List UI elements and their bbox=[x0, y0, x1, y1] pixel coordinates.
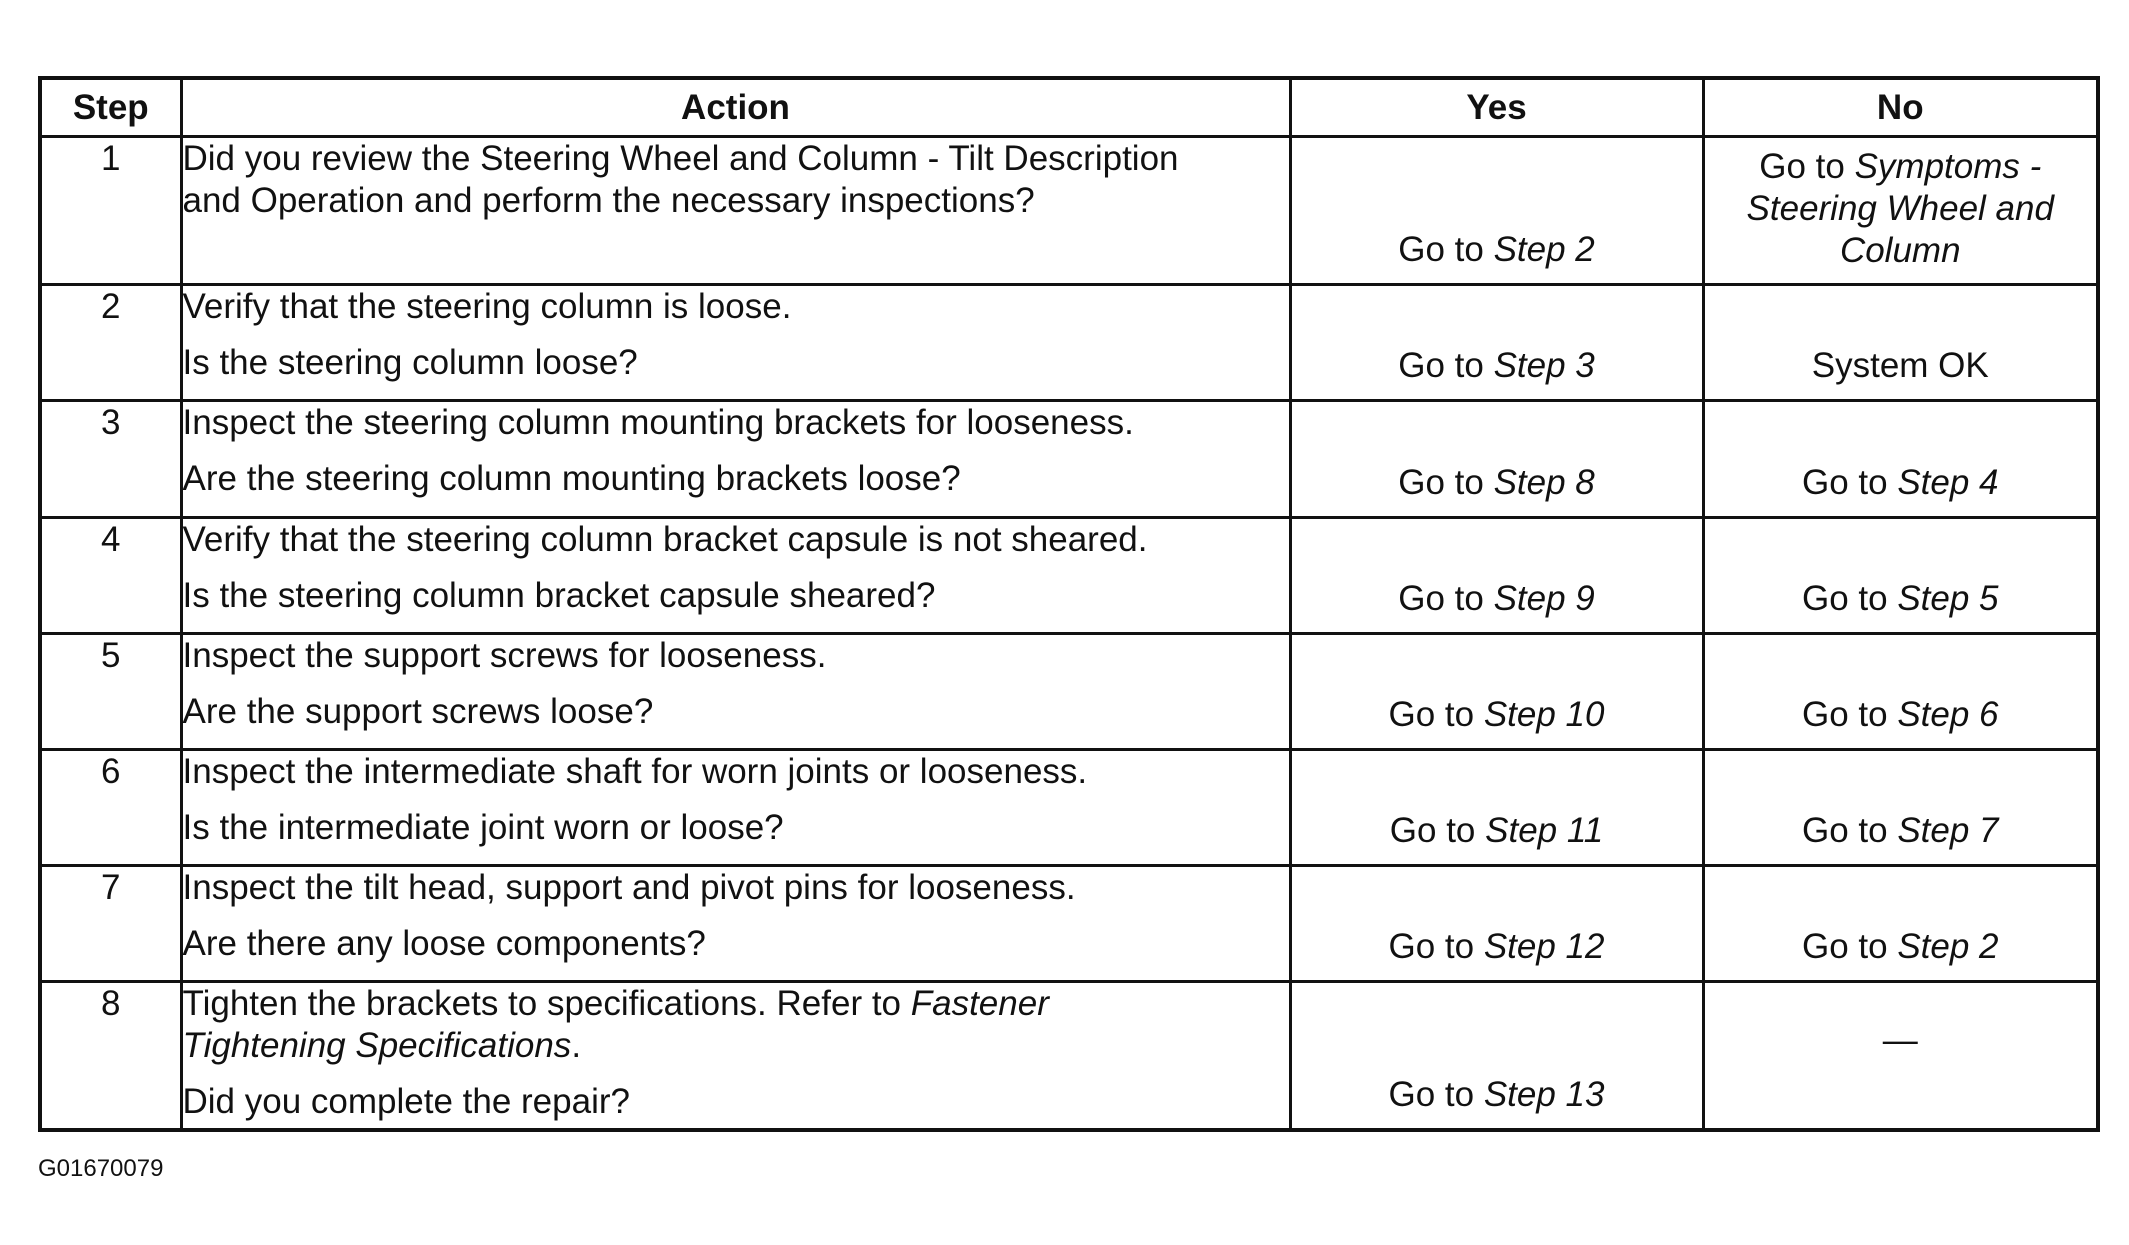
action-text bbox=[183, 1025, 1289, 1067]
action-cell bbox=[181, 401, 1290, 517]
no-ref: Step 4 bbox=[1897, 462, 1999, 502]
action-text: Inspect the steering column mounting brackets for looseness. bbox=[182, 403, 1134, 443]
diagnostic-table bbox=[38, 76, 2100, 1132]
no-cell bbox=[1703, 285, 2098, 401]
table-row bbox=[40, 633, 2098, 749]
yes-link bbox=[1292, 1074, 1702, 1116]
action-text: Verify that the steering column is loose. bbox=[182, 287, 792, 327]
no-text: — bbox=[1882, 1021, 1918, 1061]
question-text: Is the steering column bracket capsule sheared? bbox=[182, 575, 936, 615]
no-link bbox=[1705, 810, 2097, 852]
step-number: 6 bbox=[40, 749, 181, 865]
table-row bbox=[40, 749, 2098, 865]
table-row bbox=[40, 137, 2098, 285]
step-number: 2 bbox=[40, 285, 181, 401]
yes-prefix: Go to bbox=[1398, 462, 1494, 502]
yes-ref: Step 13 bbox=[1483, 1075, 1605, 1114]
no-cell bbox=[1703, 517, 2098, 633]
action-text: Inspect the intermediate shaft for worn joints or looseness. bbox=[182, 751, 1088, 791]
yes-link bbox=[1292, 926, 1702, 968]
table-row bbox=[40, 982, 2098, 1130]
table-row bbox=[40, 866, 2098, 982]
action-suffix: . bbox=[571, 1026, 582, 1066]
action-text: Inspect the tilt head, support and pivot pins for looseness. bbox=[182, 868, 1076, 908]
yes-link bbox=[1292, 810, 1702, 852]
figure-id: G01670079 bbox=[38, 1155, 164, 1182]
question-text: Are the support screws loose? bbox=[182, 691, 654, 731]
action-prefix: Tighten the brackets to specifications. Refer to bbox=[182, 984, 911, 1024]
yes-cell bbox=[1290, 982, 1703, 1130]
no-prefix: Go to bbox=[1759, 147, 1855, 186]
no-cell bbox=[1703, 866, 2098, 982]
yes-ref: Step 3 bbox=[1493, 346, 1595, 386]
step-number: 5 bbox=[40, 633, 181, 749]
header-row bbox=[40, 78, 2098, 137]
yes-cell bbox=[1290, 749, 1703, 865]
no-ref: Step 7 bbox=[1897, 811, 1999, 851]
yes-prefix: Go to bbox=[1389, 811, 1486, 851]
action-cell bbox=[181, 517, 1290, 633]
action-text bbox=[183, 983, 1289, 1025]
header-no: No bbox=[1703, 78, 2098, 137]
yes-ref: Step 10 bbox=[1483, 694, 1605, 734]
action-cell bbox=[181, 285, 1290, 401]
no-link bbox=[1705, 694, 2097, 736]
question-text: Are there any loose components? bbox=[182, 924, 706, 964]
question-text: Is the intermediate joint worn or loose? bbox=[182, 807, 784, 847]
no-ref: Step 6 bbox=[1897, 694, 1999, 734]
table-row bbox=[40, 517, 2098, 633]
no-ref: Step 2 bbox=[1897, 927, 1999, 967]
no-ref: Step 5 bbox=[1897, 578, 1999, 618]
no-cell bbox=[1703, 749, 2098, 865]
action-text: and Operation and perform the necessary inspections? bbox=[182, 181, 1035, 220]
yes-link bbox=[1292, 345, 1702, 387]
no-prefix: Go to bbox=[1801, 694, 1898, 734]
no-prefix: Go to bbox=[1801, 811, 1898, 851]
action-cell bbox=[181, 633, 1290, 749]
yes-link bbox=[1292, 694, 1702, 736]
header-action: Action bbox=[181, 78, 1290, 137]
no-prefix: Go to bbox=[1801, 462, 1898, 502]
header-yes: Yes bbox=[1290, 78, 1703, 137]
question-text: Did you complete the repair? bbox=[182, 1082, 630, 1122]
yes-ref: Step 8 bbox=[1493, 462, 1595, 502]
action-text: Verify that the steering column bracket capsule is not sheared. bbox=[182, 519, 1148, 559]
yes-cell bbox=[1290, 285, 1703, 401]
no-cell bbox=[1703, 137, 2098, 285]
no-cell bbox=[1703, 633, 2098, 749]
yes-prefix: Go to bbox=[1388, 694, 1484, 734]
step-number: 3 bbox=[40, 401, 181, 517]
step-number: 7 bbox=[40, 866, 181, 982]
no-cell bbox=[1703, 982, 2098, 1130]
header-step: Step bbox=[40, 78, 181, 137]
yes-cell bbox=[1290, 517, 1703, 633]
yes-prefix: Go to bbox=[1398, 230, 1494, 270]
yes-link bbox=[1292, 229, 1702, 271]
yes-link bbox=[1292, 578, 1702, 620]
action-cell bbox=[181, 982, 1290, 1130]
action-text: Did you review the Steering Wheel and Column - Tilt Description bbox=[182, 139, 1179, 178]
yes-link bbox=[1292, 462, 1702, 504]
yes-cell bbox=[1290, 137, 1703, 285]
no-link bbox=[1705, 578, 2097, 620]
action-ref: Tightening Specifications bbox=[182, 1026, 572, 1066]
yes-ref: Step 11 bbox=[1485, 811, 1604, 851]
action-cell bbox=[181, 749, 1290, 865]
action-ref: Fastener bbox=[910, 984, 1049, 1024]
yes-cell bbox=[1290, 401, 1703, 517]
yes-ref: Step 9 bbox=[1493, 578, 1595, 618]
no-prefix: Go to bbox=[1801, 927, 1898, 967]
yes-prefix: Go to bbox=[1398, 578, 1494, 618]
yes-cell bbox=[1290, 866, 1703, 982]
no-ref: Symptoms - Steering Wheel and Column bbox=[1746, 147, 2054, 270]
action-cell bbox=[181, 137, 1290, 285]
yes-cell bbox=[1290, 633, 1703, 749]
no-link bbox=[1705, 146, 2097, 272]
no-text: System OK bbox=[1811, 346, 1989, 386]
yes-ref: Step 12 bbox=[1483, 927, 1605, 967]
no-link bbox=[1705, 926, 2097, 968]
no-cell bbox=[1703, 401, 2098, 517]
action-text: Inspect the support screws for looseness. bbox=[182, 635, 827, 675]
yes-ref: Step 2 bbox=[1493, 230, 1595, 270]
question-text: Are the steering column mounting brackets loose? bbox=[182, 459, 961, 499]
question-text: Is the steering column loose? bbox=[182, 343, 638, 383]
table-row bbox=[40, 285, 2098, 401]
table-row bbox=[40, 401, 2098, 517]
action-cell bbox=[181, 866, 1290, 982]
yes-prefix: Go to bbox=[1398, 346, 1494, 386]
yes-prefix: Go to bbox=[1388, 1075, 1484, 1114]
no-prefix: Go to bbox=[1801, 578, 1898, 618]
step-number: 1 bbox=[40, 137, 181, 285]
yes-prefix: Go to bbox=[1388, 927, 1484, 967]
no-link bbox=[1705, 462, 2097, 504]
step-number: 4 bbox=[40, 517, 181, 633]
step-number: 8 bbox=[40, 982, 181, 1130]
